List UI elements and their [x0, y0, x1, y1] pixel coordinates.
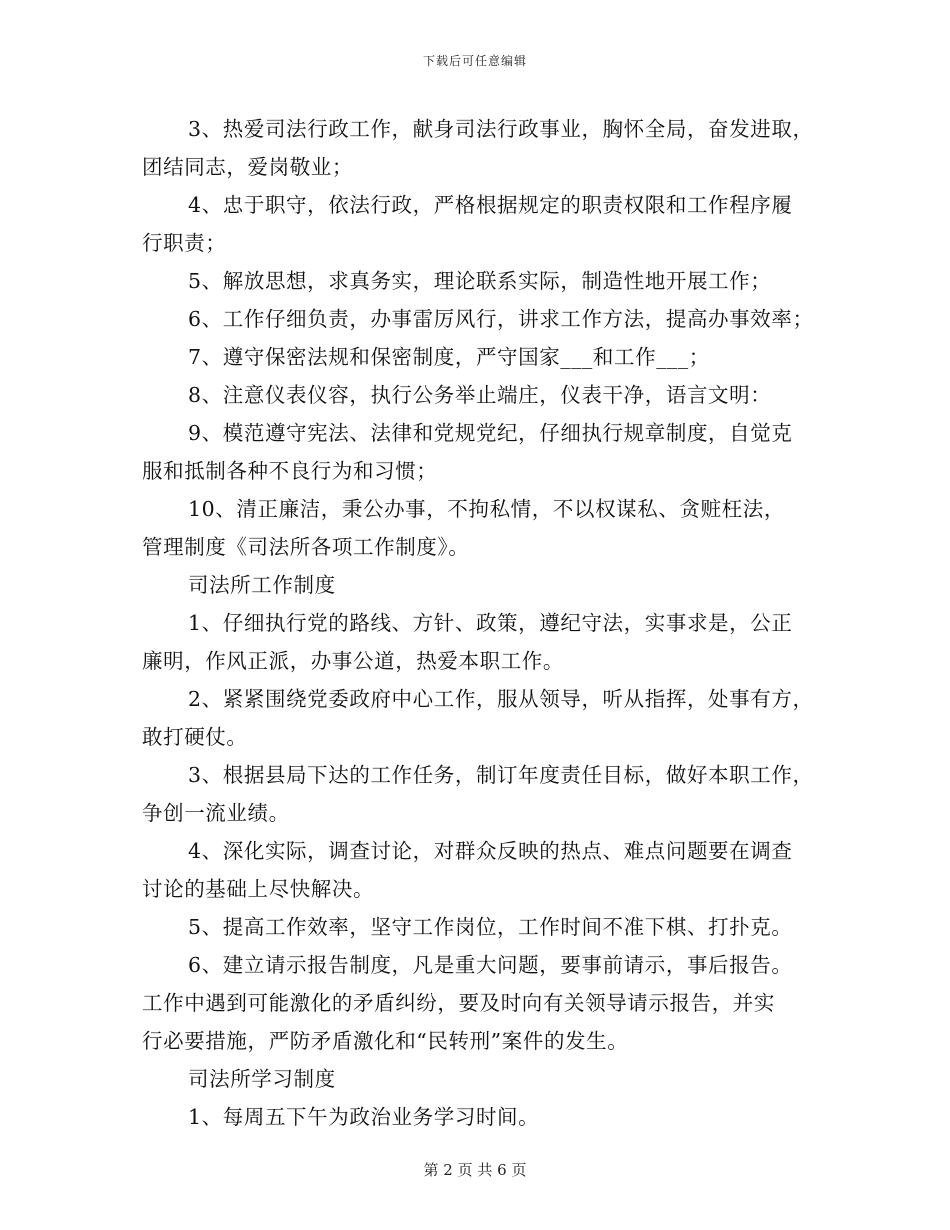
text-line: 10、清正廉洁，秉公办事，不拘私情，不以权谋私、贪赃枉法，: [188, 497, 785, 521]
page-footer: 第 2 页 共 6 页: [423, 1161, 527, 1179]
text-line: 1、仔细执行党的路线、方针、政策，遵纪守法，实事求是，公正: [188, 611, 793, 635]
text-line: 5、提高工作效率，坚守工作岗位，工作时间不准下棋、打扑克。: [188, 915, 793, 939]
text-line: 4、深化实际，调查讨论，对群众反映的热点、难点问题要在调查: [188, 839, 793, 863]
text-line: 团结同志，爱岗敬业；: [142, 155, 353, 179]
document-body: [142, 110, 832, 1136]
text-line: 6、工作仔细负责，办事雷厉风行，讲求工作方法，提高办事效率；: [188, 307, 814, 331]
text-line: 9、模范遵守宪法、法律和党规党纪，仔细执行规章制度，自觉克: [188, 421, 793, 445]
text-line: 工作中遇到可能激化的矛盾纠纷，要及时向有关领导请示报告，并实: [142, 991, 775, 1015]
text-line: 8、注意仪表仪容，执行公务举止端庄，仪表干净，语言文明：: [188, 383, 772, 407]
section-heading: 司法所工作制度: [188, 573, 336, 597]
text-line: 3、热爱司法行政工作，献身司法行政事业，胸怀全局，奋发进取，: [188, 117, 814, 141]
text-line: 行必要措施，严防矛盾激化和“民转刑”案件的发生。: [142, 1029, 629, 1053]
text-line: 3、根据县局下达的工作任务，制订年度责任目标，做好本职工作，: [188, 763, 814, 787]
page-header: 下载后可任意编辑: [422, 54, 527, 68]
section-heading: 司法所学习制度: [188, 1067, 336, 1091]
text-line: 管理制度《司法所各项工作制度》。: [142, 535, 470, 559]
text-line: 2、紧紧围绕党委政府中心工作，服从领导，听从指挥，处事有方，: [188, 687, 814, 711]
text-line: 5、解放思想，求真务实，理论联系实际，制造性地开展工作；: [188, 269, 772, 293]
text-line: 讨论的基础上尽快解决。: [142, 877, 375, 901]
text-line: 行职责；: [142, 231, 227, 255]
text-line: 争创一流业绩。: [142, 801, 290, 825]
text-line: 7、遵守保密法规和保密制度，严守国家___和工作___；: [188, 345, 710, 369]
text-line: 廉明，作风正派，办事公道，热爱本职工作。: [142, 649, 564, 673]
text-line: 4、忠于职守，依法行政，严格根据规定的职责权限和工作程序履: [188, 193, 793, 217]
text-line: 敢打硬仗。: [142, 725, 248, 749]
text-line: 服和抵制各种不良行为和习惯；: [142, 459, 438, 483]
text-line: 6、建立请示报告制度，凡是重大问题，要事前请示，事后报告。: [188, 953, 793, 977]
text-line: 1、每周五下午为政治业务学习时间。: [188, 1105, 540, 1129]
